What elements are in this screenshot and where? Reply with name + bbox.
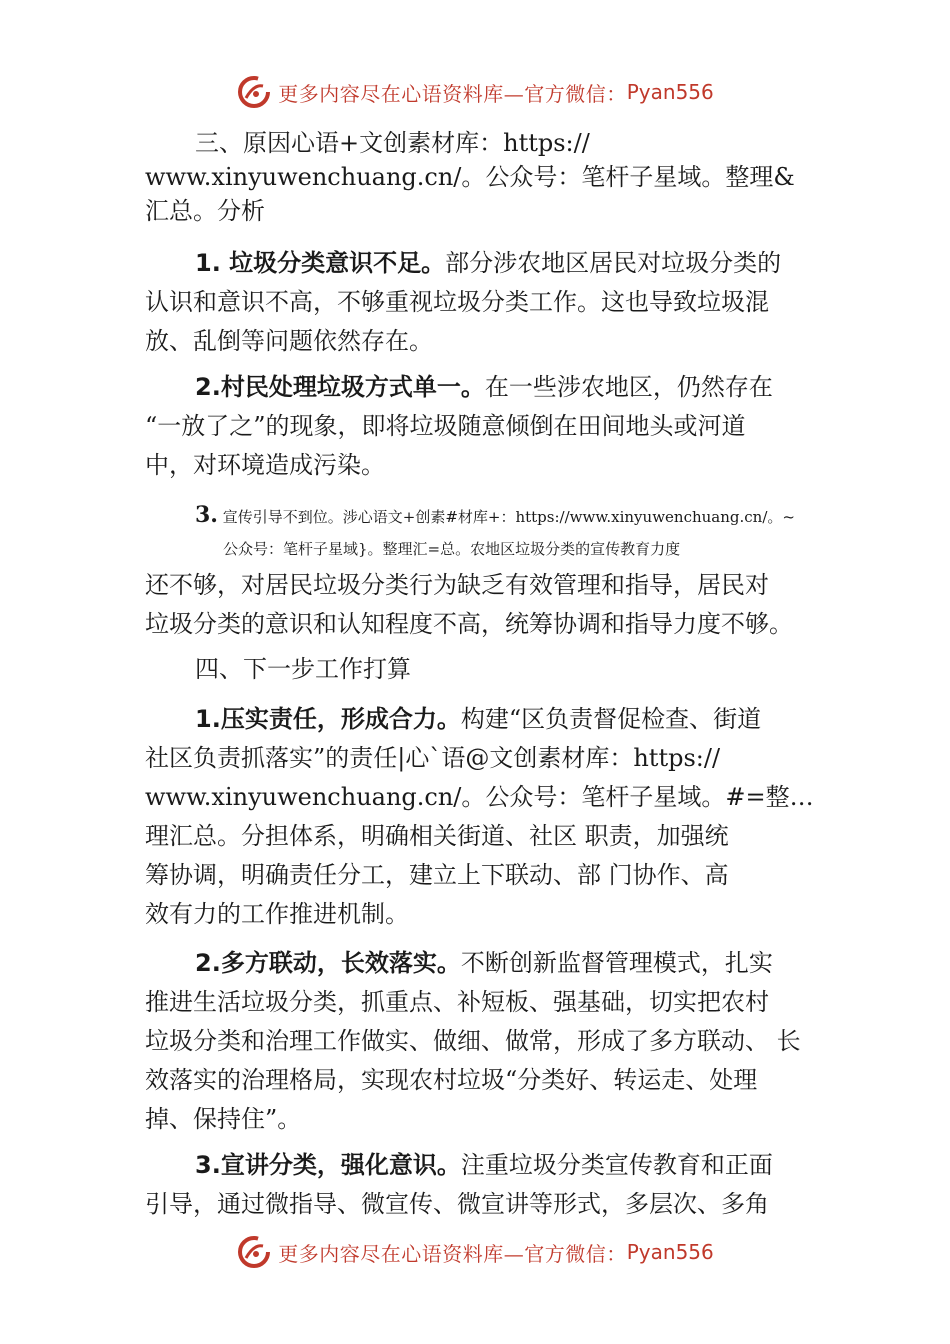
paragraph-awareness: 1. 垃圾分类意识不足。部分涉农地区居民对垃圾分类的 认识和意识不高，不够重视垃圾分类工作。这也导致垃圾混 放、乱倒等问题依然存在。 bbox=[145, 249, 782, 355]
paragraph-heading: 2.多方联动，长效落实。 bbox=[195, 949, 461, 977]
section-3-heading: 三、原因心语+文创素材库：https:// www.xinyuwenchuang.cn/。公众号：笔杆子星域。整理& 汇总。分析 bbox=[145, 129, 795, 225]
banner-wechat-id: Pyan556 bbox=[626, 1240, 714, 1264]
paragraph-heading: 2.村民处理垃圾方式单一。 bbox=[195, 373, 485, 401]
ink-circle-logo-icon bbox=[236, 1234, 272, 1270]
paragraph-heading: 1.压实责任，形成合力。 bbox=[195, 705, 461, 733]
paragraph-education: 3.宣讲分类，强化意识。注重垃圾分类宣传教育和正面 引导，通过微指导、微宣传、微宣讲等形式，多层次、多角 bbox=[145, 1151, 773, 1218]
banner-text: 更多内容尽在心语资料库—官方微信： bbox=[278, 1241, 627, 1266]
paragraph-heading: 3.宣讲分类，强化意识。 bbox=[195, 1151, 461, 1179]
paragraph-number: 3. bbox=[195, 502, 218, 528]
banner-wechat-id: Pyan556 bbox=[626, 80, 714, 104]
footer-banner bbox=[0, 1232, 950, 1272]
paragraph-linkage: 2.多方联动，长效落实。不断创新监督管理模式，扎实 推进生活垃圾分类，抓重点、补短板、强基础，切实把农村 垃圾分类和治理工作做实、做细、做常，形成了多方联动、 长 效落实的治理格局，实现农村垃圾“分类好、转运走、处理 掉、保持住”。 bbox=[145, 949, 801, 1133]
paragraph-heading: 1. 垃圾分类意识不足。 bbox=[195, 249, 446, 277]
paragraph-publicity: 3. 宣传引导不到位。涉心语文+创素#材库+：https://www.xinyuwenchuang.cn/。~ 公众号：笔杆子星域}。整理汇=总。农地区垃圾分类的宣传教育力度 还不够，对居民垃圾分类行为缺乏有效管理和指导，居民对 垃圾分类的意识和认知程度不高，统筹协调和指导力度不够。 bbox=[145, 502, 795, 638]
header-banner bbox=[0, 72, 950, 112]
paragraph-responsibility: 1.压实责任，形成合力。构建“区负责督促检查、街道 社区负责抓落实”的责任|心`语@文创素材库：https:// www.xinyuwenchuang.cn/。公众号：笔杆子星域。#=整… 理汇总。分担体系，明确相关街道、社区 职责，加强统 筹协调，明确责任分工，建立上下联动、部 门协作、高 效有力的工作推进机制。 bbox=[145, 705, 814, 928]
ink-circle-logo-icon bbox=[236, 74, 272, 110]
banner-text: 更多内容尽在心语资料库—官方微信： bbox=[278, 81, 627, 106]
section-4-heading: 四、下一步工作打算 bbox=[195, 655, 411, 683]
paragraph-disposal-method: 2.村民处理垃圾方式单一。在一些涉农地区，仍然存在 “一放了之”的现象，即将垃圾随意倾倒在田间地头或河道 中，对环境造成污染。 bbox=[145, 373, 773, 479]
